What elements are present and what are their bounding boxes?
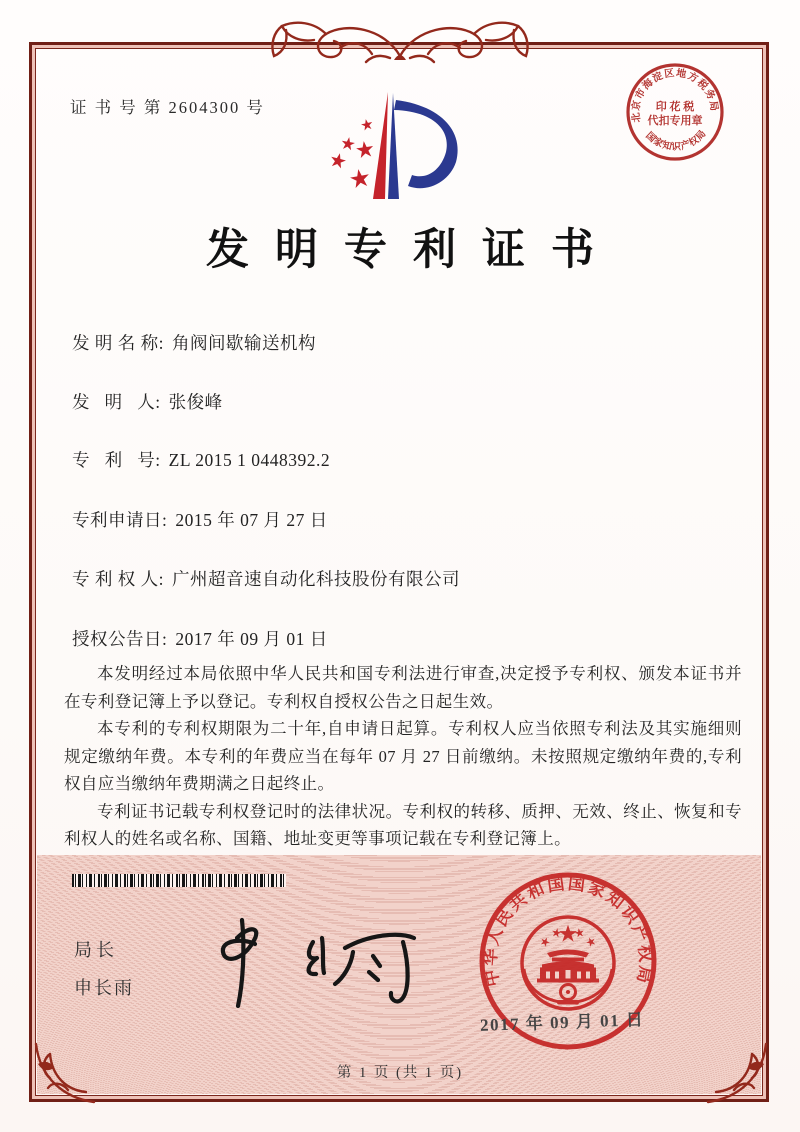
legal-text-block	[64, 660, 742, 853]
handwritten-signature-icon	[195, 908, 430, 1013]
field-inventor-value: 张俊峰	[168, 392, 223, 412]
svg-text:国家知识产权局	[643, 128, 708, 153]
field-inventor-label: 发 明 人:	[72, 392, 161, 412]
field-patent-number-value: ZL 2015 1 0448392.2	[168, 450, 331, 470]
top-flourish-ornament-icon	[268, 14, 532, 66]
field-grant-date-value: 2017 年 09 月 01 日	[175, 629, 328, 649]
field-patentee	[72, 566, 460, 591]
commissioner-title: 局长	[74, 940, 118, 960]
page-number: 第 1 页 (共 1 页)	[336, 1065, 464, 1081]
commissioner-name: 申长雨	[74, 978, 134, 998]
field-inventor	[72, 389, 223, 414]
stamp-tax-seal-icon	[615, 52, 735, 172]
field-filing-date-label: 专利申请日:	[72, 510, 168, 530]
field-invention-name-value: 角阀间歇输送机构	[172, 333, 316, 353]
legal-paragraph-1: 本发明经过本局依照中华人民共和国专利法进行审查,决定授予专利权、颁发本证书并在专利登记簿上予以登记。专利权自授权公告之日起生效。	[64, 664, 742, 711]
field-patentee-value: 广州超音速自动化科技股份有限公司	[172, 569, 460, 589]
stamp-center-line1: 印 花 税	[655, 101, 695, 113]
certificate-title: 发明专利证书	[206, 227, 620, 274]
field-invention-name-label: 发 明 名 称:	[72, 333, 164, 353]
seal-date: 2017 年 09 月 01 日	[479, 1010, 645, 1035]
seal-arc-text: 中华人民共和国国家知识产权局	[480, 873, 656, 989]
field-patentee-label: 专 利 权 人:	[72, 569, 164, 589]
field-invention-name	[72, 330, 316, 355]
field-patent-number-label: 专 利 号:	[72, 450, 161, 470]
field-filing-date	[72, 507, 328, 532]
cnipa-patent-logo-icon	[320, 80, 490, 220]
field-patent-number	[72, 447, 330, 472]
certificate-number: 证 书 号 第 2604300 号	[70, 98, 265, 117]
legal-paragraph-3: 专利证书记载专利权登记时的法律状况。专利权的转移、质押、无效、终止、恢复和专利权人的姓名或名称、国籍、地址变更等事项记载在专利登记簿上。	[64, 801, 742, 848]
stamp-arc-top-text: 北京市海淀区地方税务局	[630, 67, 720, 124]
field-grant-date	[72, 626, 328, 651]
field-filing-date-value: 2015 年 07 月 27 日	[175, 510, 328, 530]
stamp-arc-bottom-text: 国家知识产权局	[643, 128, 709, 153]
field-grant-date-label: 授权公告日:	[72, 629, 168, 649]
barcode	[72, 874, 286, 887]
legal-paragraph-2: 本专利的专利权期限为二十年,自申请日起算。专利权人应当依照专利法及其实施细则规定缴纳年费。本专利的年费应当在每年 07 月 27 日前缴纳。未按照规定缴纳年费的,专利权自应当缴纳年费期满之日起终止。	[64, 719, 742, 793]
stamp-center-line2: 代扣专用章	[647, 115, 703, 127]
